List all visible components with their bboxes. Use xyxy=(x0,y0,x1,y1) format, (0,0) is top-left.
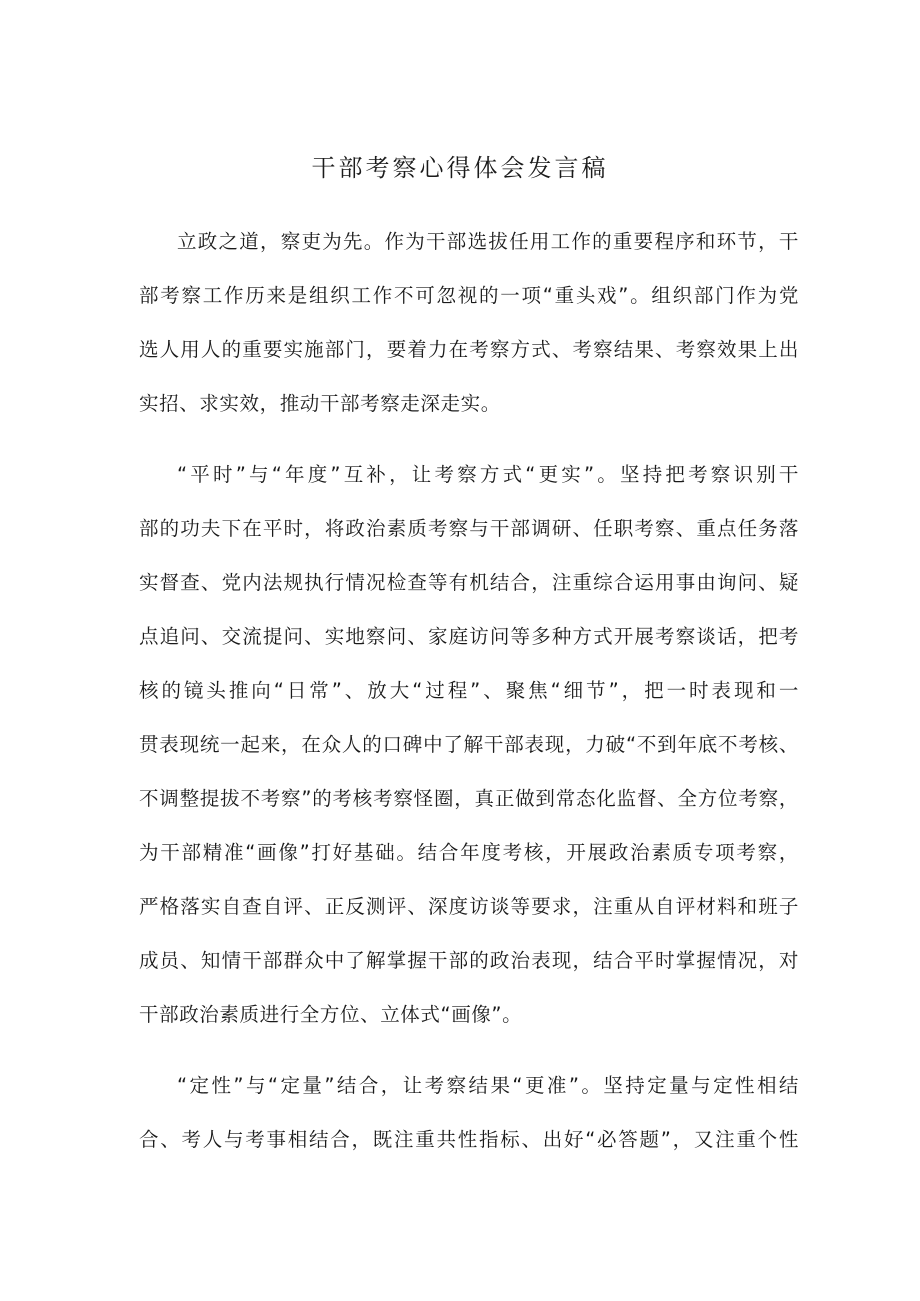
paragraph-2-line-7: 不调整提拔不考察”的考核考察怪圈，真正做到常态化监督、全方位考察， xyxy=(139,787,799,810)
paragraph-1-line-1: 立政之道，察吏为先。作为干部选拔任用工作的重要程序和环节，干 xyxy=(177,230,799,253)
paragraph-2-line-10: 成员、知情干部群众中了解掌握干部的政治表现，结合平时掌握情况，对 xyxy=(139,949,799,972)
paragraph-3-line-2: 合、考人与考事相结合，既注重共性指标、出好“必答题”，又注重个性 xyxy=(139,1128,799,1151)
paragraph-2-line-1: “平时”与“年度”互补，让考察方式“更实”。坚持把考察识别干 xyxy=(177,463,799,486)
paragraph-2-line-8: 为干部精准“画像”打好基础。结合年度考核，开展政治素质专项考察， xyxy=(139,841,799,864)
paragraph-2-line-3: 实督查、党内法规执行情况检查等有机结合，注重综合运用事由询问、疑 xyxy=(139,571,799,594)
paragraph-2-line-5: 核的镜头推向“日常”、放大“过程”、聚焦“细节”，把一时表现和一 xyxy=(139,679,799,702)
paragraph-1-line-4: 实招、求实效，推动干部考察走深走实。 xyxy=(139,392,501,415)
paragraph-3-line-1: “定性”与“定量”结合，让考察结果“更准”。坚持定量与定性相结 xyxy=(177,1074,799,1097)
paragraph-1-line-2: 部考察工作历来是组织工作不可忽视的一项“重头戏”。组织部门作为党 xyxy=(139,284,799,307)
paragraph-2-line-4: 点追问、交流提问、实地察问、家庭访问等多种方式开展考察谈话，把考 xyxy=(139,625,799,648)
paragraph-2-line-6: 贯表现统一起来，在众人的口碑中了解干部表现，力破“不到年底不考核、 xyxy=(139,733,799,756)
document-title: 干部考察心得体会发言稿 xyxy=(311,154,609,182)
paragraph-2-line-2: 部的功夫下在平时，将政治素质考察与干部调研、任职考察、重点任务落 xyxy=(139,517,799,540)
paragraph-2-line-9: 严格落实自查自评、正反测评、深度访谈等要求，注重从自评材料和班子 xyxy=(139,895,799,918)
paragraph-1-line-3: 选人用人的重要实施部门，要着力在考察方式、考察结果、考察效果上出 xyxy=(139,338,799,361)
paragraph-2-line-11: 干部政治素质进行全方位、立体式“画像”。 xyxy=(139,1003,523,1026)
